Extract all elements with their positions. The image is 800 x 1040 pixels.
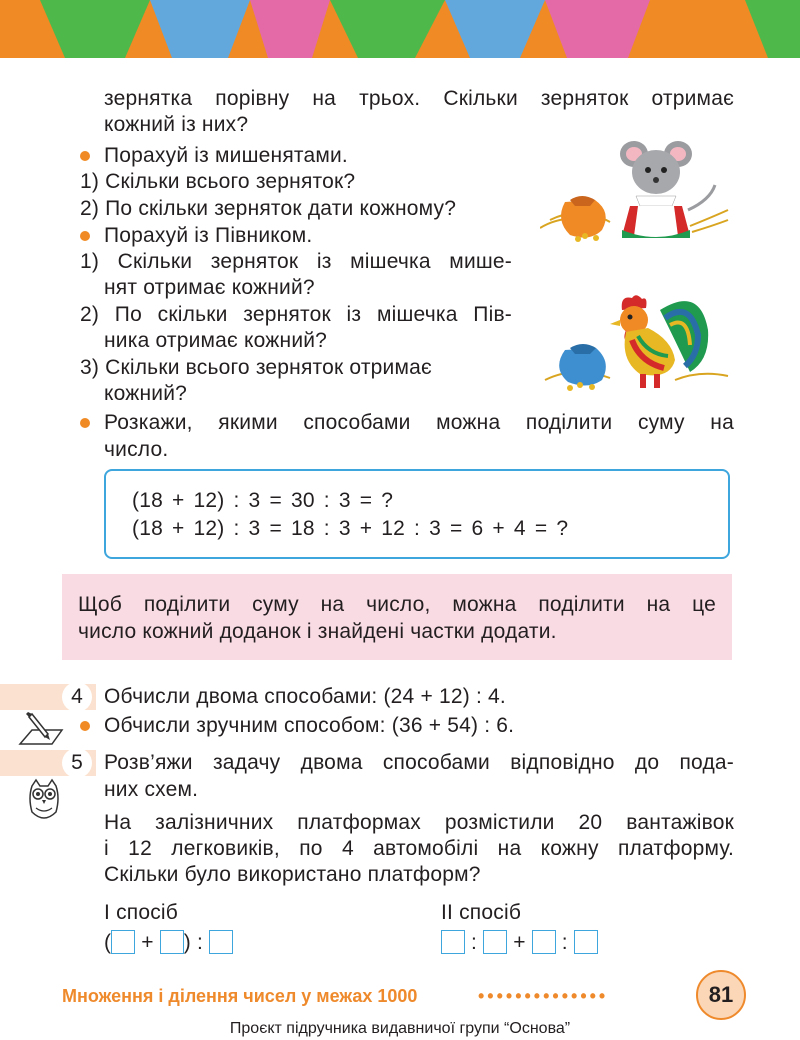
mouse-illustration xyxy=(540,140,730,245)
method-1-label: І спосіб xyxy=(104,901,179,924)
task-5-line-1: Розв’яжи задачу двома способами відповідно до пода- xyxy=(104,751,734,774)
mice-question-2: 2) По скільки зерняток дати кожному? xyxy=(80,197,457,220)
owl-icon xyxy=(26,778,62,822)
footer-chapter-title: Множення і ділення чисел у межах 1000 xyxy=(62,986,418,1006)
rooster-heading: Порахуй із Півником. xyxy=(104,224,313,247)
close-paren-divide: ) : xyxy=(183,931,204,954)
rooster-question-2a: 2) По скільки зерняток із мішечка Пів- xyxy=(80,303,512,326)
task-4-text: Обчисли двома способами: (24 + 12) : 4. xyxy=(104,685,506,708)
intro-line-2: кожний із них? xyxy=(104,113,249,136)
rooster-question-1a: 1) Скільки зерняток із мішечка мише- xyxy=(80,250,512,273)
method-1-scheme xyxy=(104,930,233,956)
rooster-question-3b: кожний? xyxy=(104,382,188,405)
open-paren: ( xyxy=(104,931,112,954)
method-2-scheme xyxy=(441,930,598,956)
pencil-notebook-icon xyxy=(18,708,68,748)
formula-2: (18 + 12) : 3 = 18 : 3 + 12 : 3 = 6 + 4 = ? xyxy=(132,517,569,540)
rooster-illustration xyxy=(540,290,730,395)
task-4-number: 4 xyxy=(62,682,92,712)
intro-line-1: зернятка порівну на трьох. Скільки зерняток отримає xyxy=(104,87,734,110)
divide-sign: : xyxy=(471,931,478,954)
answer-box[interactable] xyxy=(532,930,556,954)
rooster-question-3a: 3) Скільки всього зерняток отримає xyxy=(80,356,432,379)
bullet-discuss xyxy=(80,418,90,428)
answer-box[interactable] xyxy=(574,930,598,954)
answer-box[interactable] xyxy=(111,930,135,954)
rooster-question-2b: ника отримає кожний? xyxy=(104,329,328,352)
method-2-label: ІІ спосіб xyxy=(441,901,522,924)
mice-heading: Порахуй із мишенятами. xyxy=(104,144,348,167)
discuss-line-2: число. xyxy=(104,438,169,461)
task-5-line-3: На залізничних платформах розмістили 20 вантажівок xyxy=(104,811,734,834)
plus-sign: + xyxy=(141,931,154,954)
task-5-line-2: них схем. xyxy=(104,778,199,801)
task-4-bullet-text: Обчисли зручним способом: (36 + 54) : 6. xyxy=(104,714,515,737)
rule-line-1: Щоб поділити суму на число, можна поділити на це xyxy=(78,593,716,616)
answer-box[interactable] xyxy=(483,930,507,954)
formula-1: (18 + 12) : 3 = 30 : 3 = ? xyxy=(132,489,394,512)
rule-line-2: число кожний доданок і знайдені частки додати. xyxy=(78,620,557,643)
answer-box[interactable] xyxy=(441,930,465,954)
bullet-task-4 xyxy=(80,721,90,731)
answer-box[interactable] xyxy=(209,930,233,954)
formula-box xyxy=(104,469,730,559)
divide-sign: : xyxy=(561,931,568,954)
footer-dots: •••••••••••••• xyxy=(478,986,609,1006)
bullet-mice xyxy=(80,151,90,161)
bullet-rooster xyxy=(80,231,90,241)
page-number: 81 xyxy=(696,970,746,1020)
task-5-number: 5 xyxy=(62,748,92,778)
task-5-line-5: Скільки було використано платформ? xyxy=(104,863,481,886)
discuss-line-1: Розкажи, якими способами можна поділити суму на xyxy=(104,411,734,434)
mice-question-1: 1) Скільки всього зерняток? xyxy=(80,170,356,193)
plus-sign: + xyxy=(513,931,526,954)
answer-box[interactable] xyxy=(160,930,184,954)
rooster-question-1b: нят отримає кожний? xyxy=(104,276,315,299)
top-banner xyxy=(0,0,800,58)
task-5-line-4: і 12 легковиків, по 4 автомобілі на кожну платформу. xyxy=(104,837,734,860)
publisher-note: Проєкт підручника видавничої групи “Основа” xyxy=(229,1020,571,1037)
